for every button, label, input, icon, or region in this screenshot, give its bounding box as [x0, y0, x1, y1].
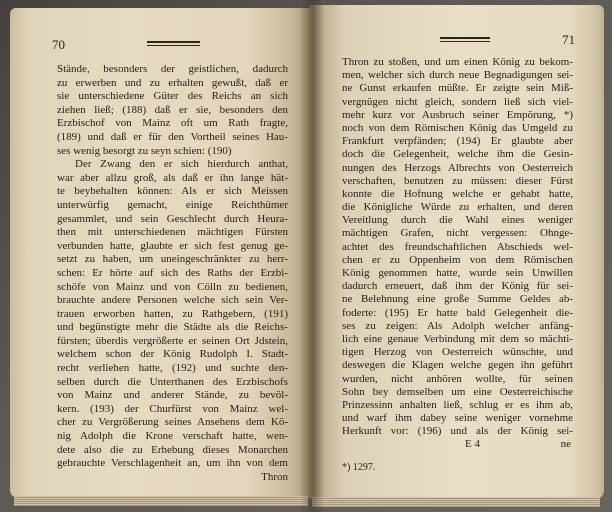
text-line — [57, 77, 288, 91]
text-line — [342, 135, 573, 148]
line-text: Prinzessinn anhalten ließ, schlug er es ihm ab, — [342, 398, 573, 411]
page-number-right: 71 — [562, 32, 575, 47]
text-line — [57, 308, 288, 322]
line-text: noch von dem Römischen König das Umgeld zu — [342, 121, 573, 134]
text-line — [342, 56, 573, 69]
text-line — [57, 348, 288, 362]
text-line — [342, 162, 573, 175]
line-text: nig Adolph die Krone verschaft hatte, wen- — [57, 430, 288, 443]
text-line — [342, 96, 573, 109]
line-text: tigen Herzog von Oesterreich wünschte, und — [342, 346, 573, 359]
line-text: verschaften, benutzen zu müssen: dieser Fürst — [342, 174, 573, 187]
line-text: schöfe von Mainz und von Cölln zu bedienen, — [57, 280, 288, 293]
signature-mark: E 4 — [465, 438, 480, 451]
line-text: lich eine genaue Verbindung mit dem so mächti- — [342, 332, 573, 345]
line-text: die Königliche Würde zu erhalten, und deren — [342, 201, 573, 214]
line-text: selben durch die Unterthanen des Erzbischofs — [57, 375, 288, 388]
text-line — [57, 240, 288, 254]
text-line — [342, 307, 573, 320]
line-text: fürsten; überdis vergrößerte er seinen Ort Jdstein, — [57, 334, 288, 347]
line-text: und warf ihm dabey seine weniger vornehme — [342, 412, 573, 425]
signature-catchword-line — [342, 438, 573, 451]
line-text: nungen des Herzogs Albrechts von Oesterreich — [342, 161, 573, 174]
text-line — [342, 188, 573, 201]
text-line — [342, 359, 573, 372]
text-block-left — [57, 63, 288, 484]
line-text: deswegen die Klagen welche gegen ihn geführt — [342, 359, 573, 372]
text-line — [342, 175, 573, 188]
line-text: cher zu Vergrößerung seines Ansehens dem Kö- — [57, 416, 288, 429]
line-text: Sohn bey demselben um eine Oesterreichische — [342, 385, 573, 398]
line-text: dadurch erneuert, daß ihm der König für sei- — [342, 280, 573, 293]
text-line-paragraph-start — [57, 158, 288, 172]
line-text: wurden, nicht anhören wollte, für seinen — [342, 372, 573, 385]
text-line — [57, 226, 288, 240]
line-text: ne Belehnung eine große Summe Geldes ab- — [342, 293, 573, 306]
line-text: mächtigen Grafen, nicht vergessen: Ohnge- — [342, 227, 573, 240]
text-line — [57, 267, 288, 281]
footnote: *) 1297. — [342, 462, 376, 473]
text-line — [57, 63, 288, 77]
line-text: then mit unterschiedenen mächtigen Fürsten — [57, 226, 288, 239]
text-line — [57, 145, 288, 159]
line-text: men, welcher sich durch neue Begnadigungen sei- — [342, 69, 573, 82]
line-text: von Mainz und anderer Stände, zu bevöl- — [57, 389, 288, 402]
text-line — [57, 376, 288, 390]
line-text: gebrauchte Verschlagenheit an, um ihn von dem — [57, 457, 288, 470]
line-text: chen er zu Oppenheim von dem Römischen — [342, 253, 573, 266]
page-edges-right — [312, 497, 600, 507]
line-text: ne Gunst erkaufen müßte. Er zeigte sein Miß- — [342, 82, 573, 95]
line-text: ses wenig besorgt zu seyn schien: (190) — [57, 144, 232, 157]
text-line — [342, 241, 573, 254]
line-text: ses zu zeigen: Als Adolph welcher anfäng- — [342, 319, 573, 332]
line-text: brauchte andere Personen welche sich sein Ver- — [57, 294, 288, 307]
line-text: vergnügen nicht gleich, sondern ließ sich viel- — [342, 95, 573, 108]
text-line — [57, 403, 288, 417]
text-line — [57, 117, 288, 131]
text-line — [342, 333, 573, 346]
line-text: sie unterschiedene Güter des Reichs an sich — [57, 90, 288, 103]
text-line — [342, 425, 573, 438]
text-line — [342, 214, 573, 227]
line-text: konnte die Hofnung welche er gehabt hatte, — [342, 187, 573, 200]
line-text: König genommen hatte, wurde sein Unwillen — [342, 267, 573, 279]
text-line — [57, 131, 288, 145]
line-text: trauen erworben hatten, zu Rathgebern, (191) — [57, 307, 288, 320]
line-text: Der Zwang den er sich hierdurch anthat, — [75, 158, 288, 171]
text-line — [57, 321, 288, 335]
catchword: Thron — [261, 470, 288, 483]
line-text: setzt zu haben, um uneingeschränkter zu herr- — [57, 253, 288, 266]
line-text: te beybehalten können: Als er sich Meissen — [57, 185, 288, 198]
text-line — [57, 362, 288, 376]
text-line — [342, 412, 573, 425]
text-block-right — [342, 56, 573, 452]
header-rule-left — [147, 41, 200, 46]
text-line — [57, 416, 288, 430]
text-line — [57, 444, 288, 458]
catchword-line-left — [57, 471, 288, 485]
text-line — [57, 104, 288, 118]
text-line — [57, 281, 288, 295]
text-line — [342, 82, 573, 95]
line-text: zu erwerben und zu erhalten gewußt, daß er — [57, 76, 288, 89]
line-text: war aber allzu groß, als daß er ihn lange hät- — [57, 171, 288, 184]
text-line — [342, 346, 573, 359]
line-text: ziehen ließ; (188) daß er sie, besonders den — [57, 103, 288, 116]
line-text: foderte: (195) Er hatte bald Gelegenheit die- — [342, 306, 573, 319]
text-line — [342, 373, 573, 386]
text-line — [342, 69, 573, 82]
text-line — [57, 199, 288, 213]
line-text: kern. (193) der Churfürst von Mainz wel- — [57, 402, 288, 415]
line-text: schen: Er hörte auf sich des Raths der Erzbi- — [57, 266, 288, 279]
header-rule-right — [440, 37, 490, 42]
text-line — [57, 389, 288, 403]
line-text: dete also die zu Erhebung dieses Monarchen — [57, 443, 288, 456]
page-edges-left — [14, 496, 308, 506]
text-line — [342, 293, 573, 306]
text-line — [57, 294, 288, 308]
text-line — [57, 430, 288, 444]
line-text: welchem schon der König Rudolph I. Stadt- — [57, 348, 288, 361]
line-text: Vereitlung durch die Wahl eines weniger — [342, 214, 573, 227]
line-text: Thron zu stoßen, und um einen König zu bekom- — [342, 56, 573, 68]
line-text: recht verliehen hatte, (192) und suchte den- — [57, 362, 288, 375]
text-line — [342, 109, 573, 122]
line-text: Herkunft vor: (196) und als der König sei- — [342, 425, 573, 438]
text-line — [57, 90, 288, 104]
line-text: unterwürfig gemacht, einige Reichthümer — [57, 198, 288, 211]
text-line — [342, 254, 573, 267]
page-number-left: 70 — [52, 37, 65, 52]
catchword: ne — [560, 438, 571, 451]
text-line — [342, 201, 573, 214]
line-text: Frankfurt verpfänden; (194) Er glaubte aber — [342, 135, 573, 148]
text-line — [342, 267, 573, 280]
text-line — [57, 185, 288, 199]
text-line — [342, 386, 573, 399]
text-line — [57, 213, 288, 227]
text-line — [57, 172, 288, 186]
line-text: mehr kurz vor Ausbruch seiner Empörung, *) — [342, 108, 573, 121]
line-text: Erzbischof von Mainz oft um Rath fragte, — [57, 117, 288, 130]
line-text: und begünstigte mehr die Städte als die Reichs- — [57, 321, 288, 334]
text-line — [342, 280, 573, 293]
text-line — [342, 399, 573, 412]
text-line — [57, 253, 288, 267]
text-line — [57, 335, 288, 349]
line-text: (189) und daß er für den Vortheil seines Hau- — [57, 130, 288, 143]
line-text: Stände, besonders der geistlichen, dadurch — [57, 63, 288, 75]
text-line — [342, 227, 573, 240]
line-text: achtet des freundschaftlichen Abschieds wel- — [342, 240, 573, 253]
line-text: verbunden hatte, glaubte er sich fest genug ge- — [57, 239, 288, 252]
text-line — [57, 457, 288, 471]
book-gutter — [300, 0, 324, 512]
text-line — [342, 320, 573, 333]
text-line — [342, 122, 573, 135]
line-text: gesammlet, und sein Geschlecht durch Heura- — [57, 212, 288, 225]
line-text: doch die Gelegenheit, welche ihm die Gesin- — [342, 148, 573, 161]
text-line — [342, 148, 573, 161]
